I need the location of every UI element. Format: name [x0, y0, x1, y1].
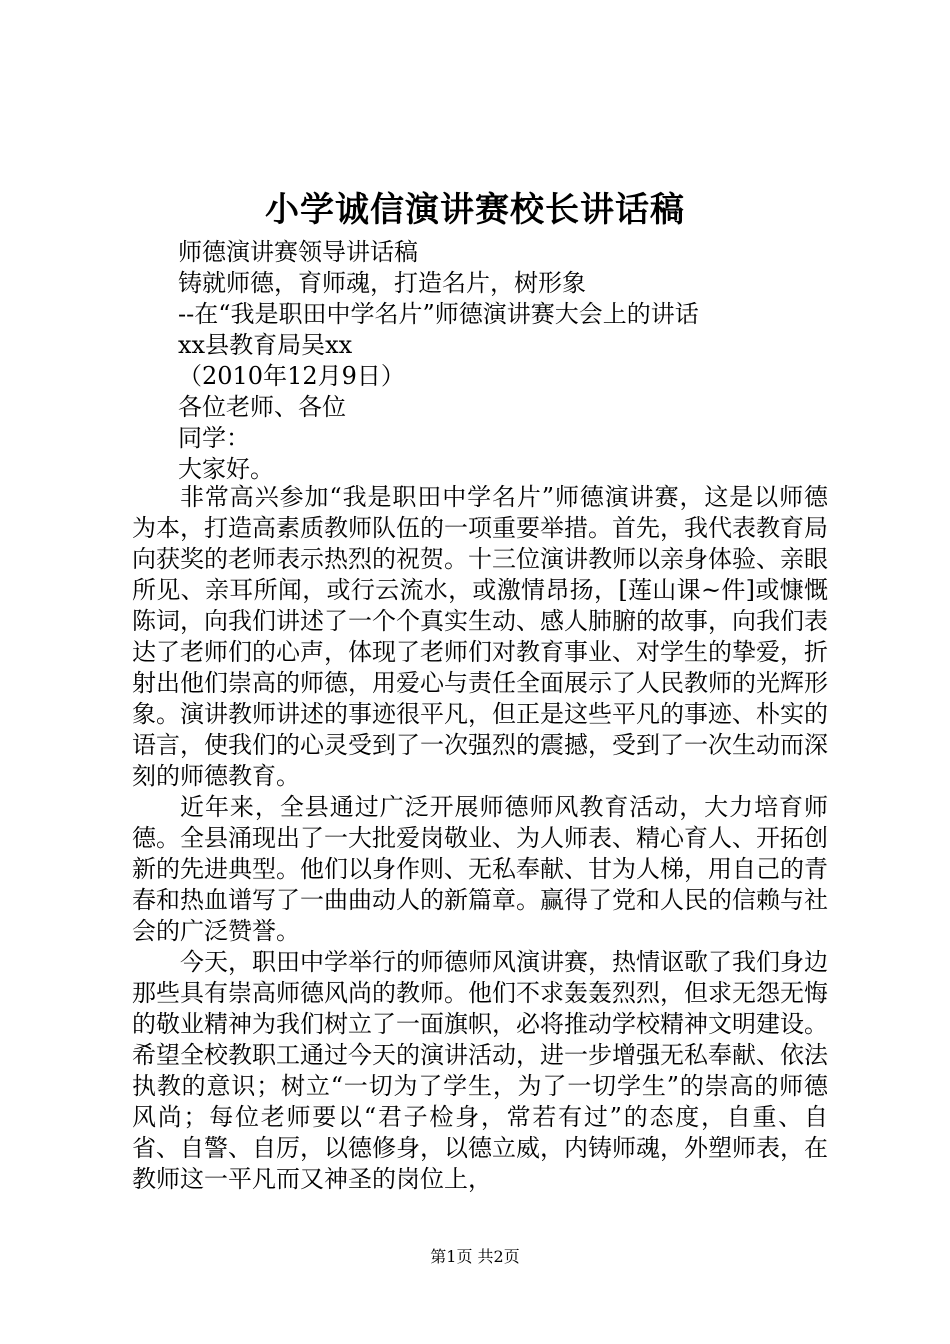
header-line: 铸就师德，育师魂，打造名片，树形象	[178, 269, 586, 297]
paragraph: 非常高兴参加“我是职田中学名片”师德演讲赛，这是以师德为本，打造高素质教师队伍的一项重要举措。首先，我代表教育局向获奖的老师表示热烈的祝贺。十三位演讲教师以亲身体验、亲眼所见、亲耳所闻，或行云流水，或激情昂扬，[莲山课~件]或慷慨陈词，向我们讲述了一个个真实生动、感人肺腑的故事，向我们表达了老师们的心声，体现了老师们对教育事业、对学生的挚爱，折射出他们崇高的师德，用爱心与责任全面展示了人民教师的光辉形象。演讲教师讲述的事迹很平凡，但正是这些平凡的事迹、朴实的语言，使我们的心灵受到了一次强烈的震撼，受到了一次生动而深刻的师德教育。	[132, 483, 828, 790]
header-line: 同学：	[178, 424, 250, 452]
header-line: 各位老师、各位	[178, 393, 346, 421]
paragraph: 近年来，全县通过广泛开展师德师风教育活动，大力培育师德。全县涌现出了一大批爱岗敬业、为人师表、精心育人、开拓创新的先进典型。他们以身作则、无私奉献、甘为人梯，用自己的青春和热血谱写了一曲曲动人的新篇章。赢得了党和人民的信赖与社会的广泛赞誉。	[132, 793, 828, 945]
header-line: 师德演讲赛领导讲话稿	[178, 238, 418, 266]
body-text	[132, 482, 828, 1195]
paragraph: 今天，职田中学举行的师德师风演讲赛，热情讴歌了我们身边那些具有崇高师德风尚的教师。他们不求轰轰烈烈，但求无怨无悔的敬业精神为我们树立了一面旗帜，必将推动学校精神文明建设。希望全校教职工通过今天的演讲活动，进一步增强无私奉献、依法执教的意识；树立“一切为了学生，为了一切学生”的崇高的师德风尚；每位老师要以“君子检身，常若有过”的态度，自重、自省、自警、自厉，以德修身，以德立威，内铸师魂，外塑师表，在教师这一平凡而又神圣的岗位上，	[132, 948, 828, 1193]
document-title: 小学诚信演讲赛校长讲话稿	[265, 190, 685, 230]
header-line: 大家好。	[178, 455, 274, 483]
header-line: --在“我是职田中学名片”师德演讲赛大会上的讲话	[178, 300, 699, 328]
header-line: xx县教育局吴xx	[178, 331, 353, 359]
header-line: （2010年12月9日）	[178, 362, 405, 390]
page-footer: 第1页 共2页	[430, 1247, 520, 1266]
header-block	[178, 237, 858, 485]
